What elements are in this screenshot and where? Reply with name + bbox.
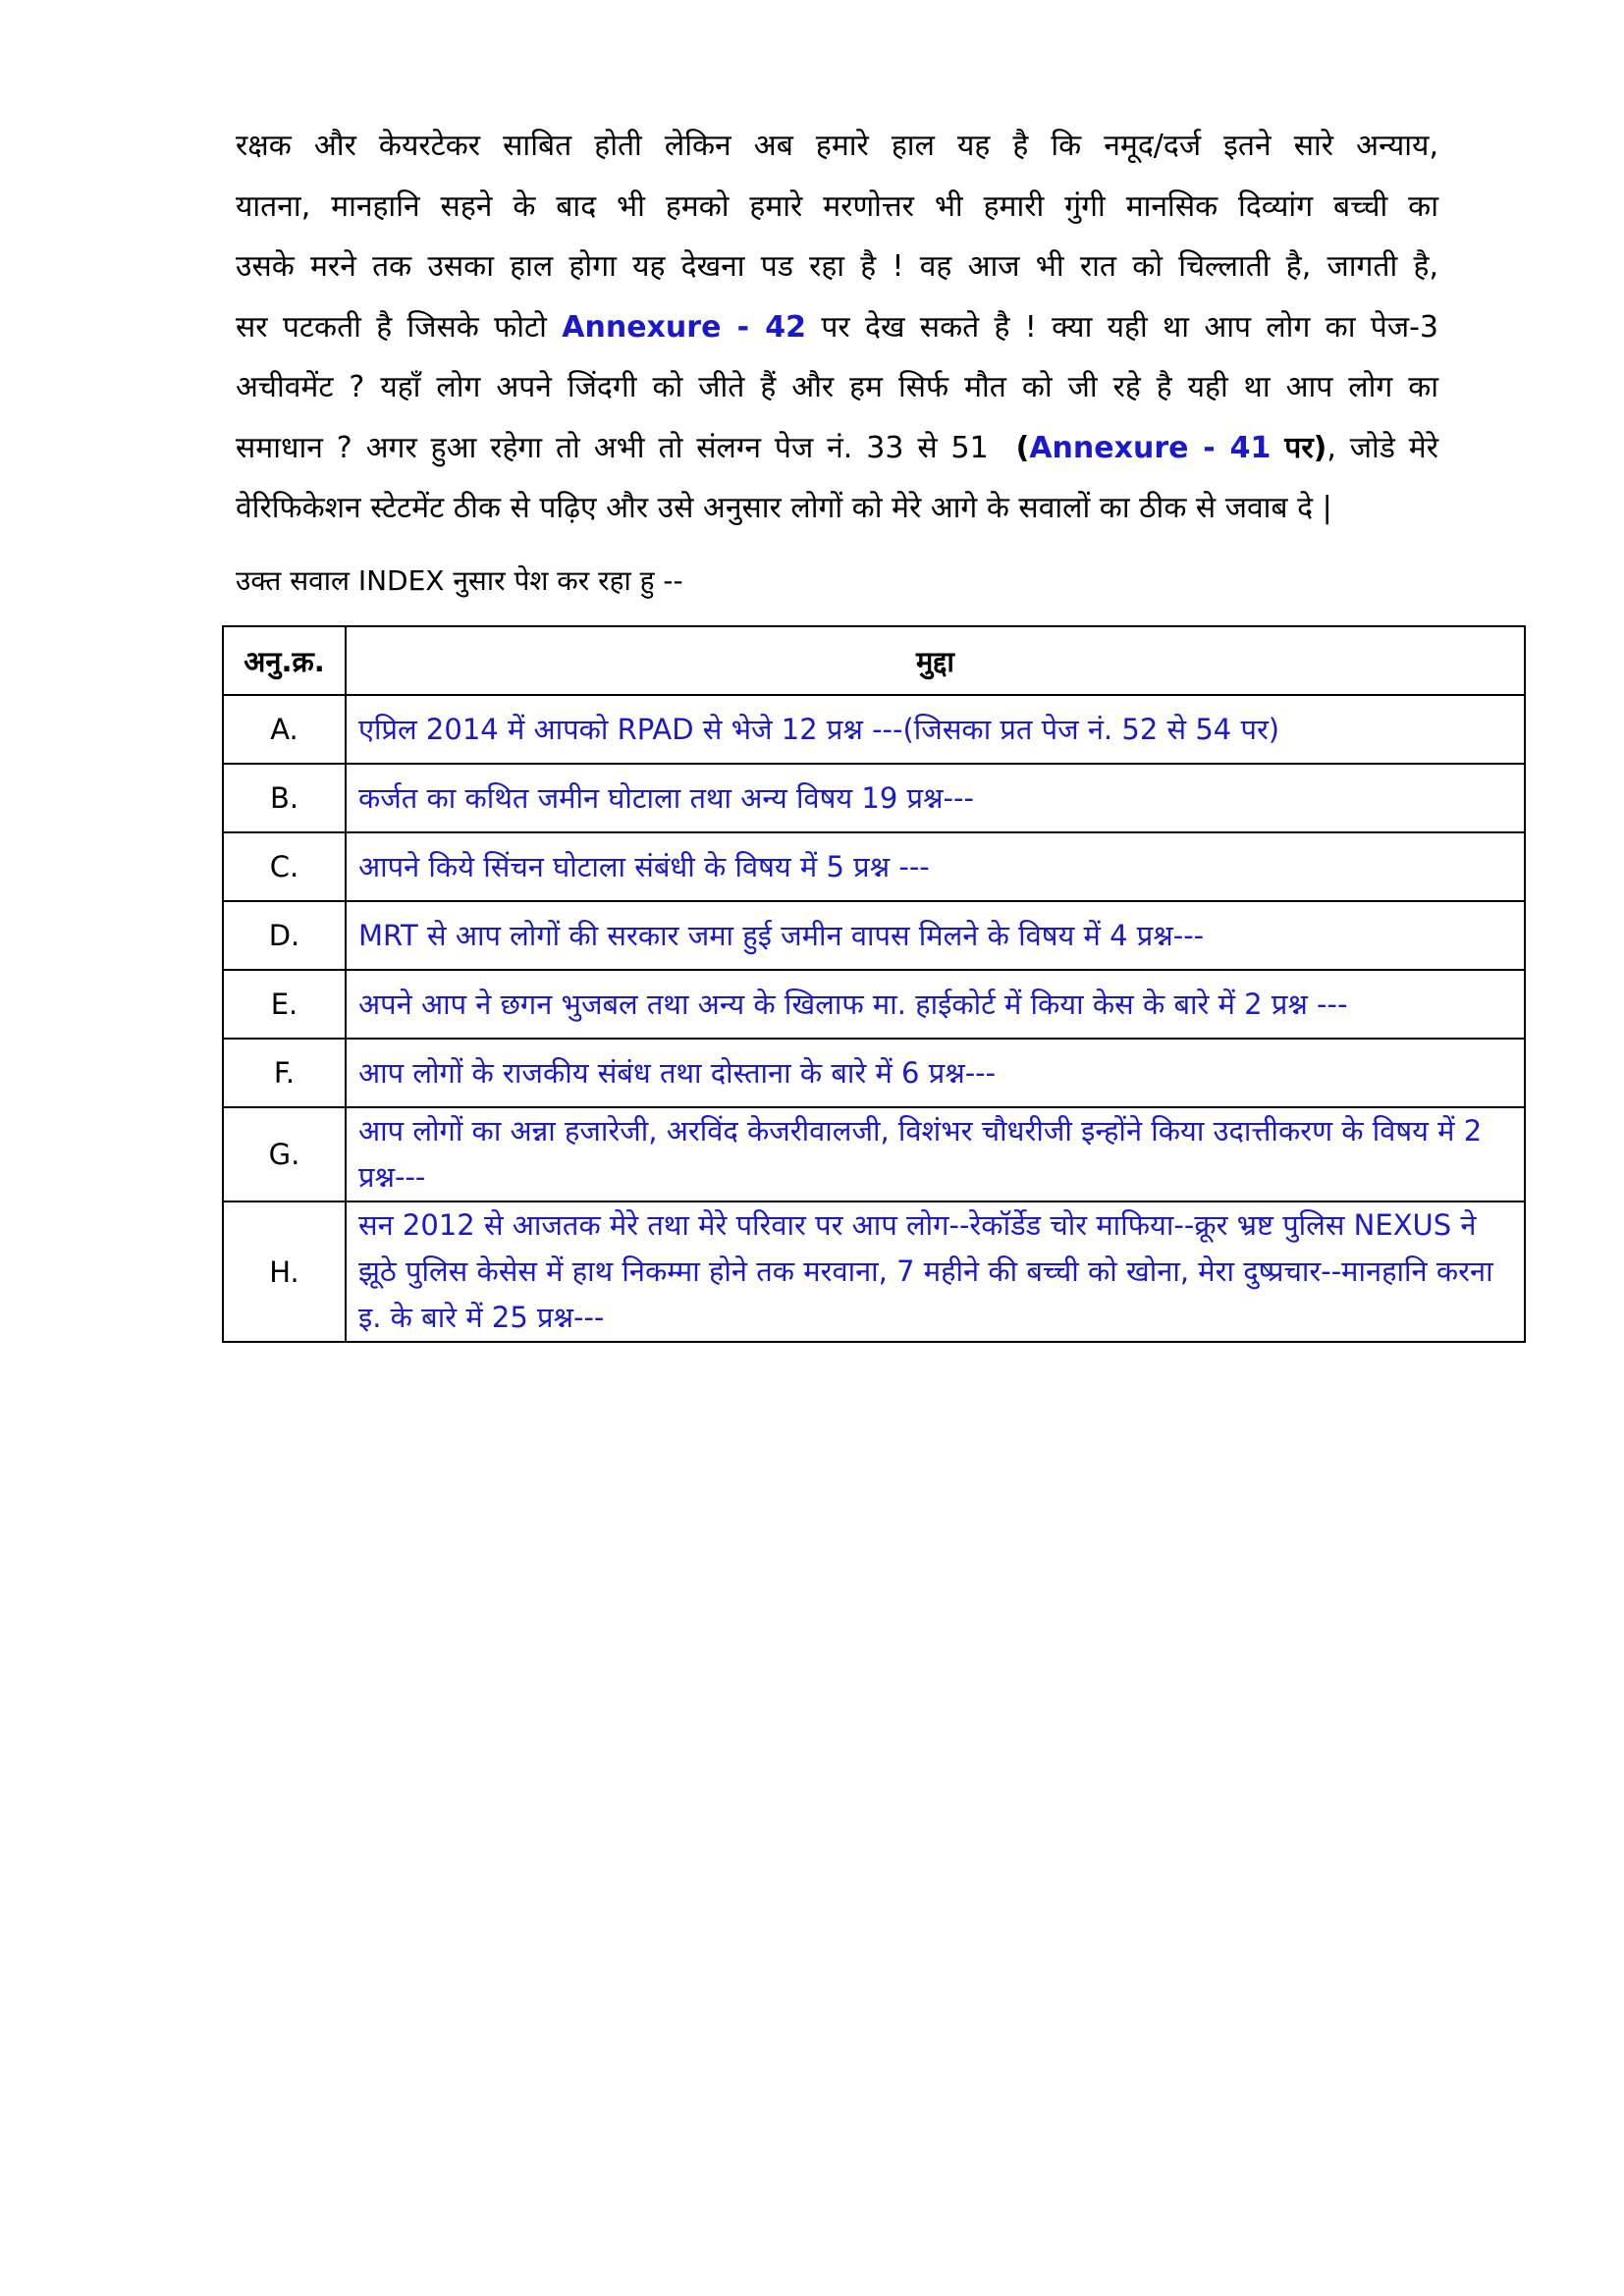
table-row <box>223 970 1525 1039</box>
table-row <box>223 1107 1525 1201</box>
index-intro: उक्त सवाल INDEX नुसार पेश कर रहा हु -- <box>236 564 683 597</box>
row-text: आप लोगों के राजकीय संबंध तथा दोस्ताना के बारे में 6 प्रश्न--- <box>346 1039 1525 1107</box>
table-row <box>223 695 1525 764</box>
paragraph-line-1: रक्षक और केयरटेकर साबित होती लेकिन अब हमारे हाल यह है कि नमूद/दर्ज इतने सारे अन्याय, <box>236 129 1438 163</box>
paragraph-line-2: यातना, मानहानि सहने के बाद भी हमको हमारे मरणोत्तर भी हमारी गुंगी मानसिक दिव्यांग बच्ची का <box>236 188 1438 224</box>
row-number: E. <box>223 970 346 1039</box>
row-text: एप्रिल 2014 में आपको RPAD से भेजे 12 प्रश्न ---(जिसका प्रत पेज नं. 52 से 54 पर) <box>346 695 1525 764</box>
paragraph-line-4-end: पर देख सकते है ! क्या यही था आप लोग का पेज-3 <box>821 309 1438 345</box>
header-issue: मुद्दा <box>346 626 1525 695</box>
row-text: सन 2012 से आजतक मेरे तथा मेरे परिवार पर आप लोग--रेकॉर्डेड चोर माफिया--क्रूर भ्रष्ट पुलिस NEXUS ने झूठे पुलिस केसेस में हाथ निकम्मा होने तक मरवाना, 7 महीने की बच्ची को खोना, मेरा दुष्प्रचार--मानहानि करना इ. के बारे में 25 प्रश्न--- <box>346 1201 1525 1342</box>
header-serial: अनु.क्र. <box>223 626 346 695</box>
paragraph-line-4-start: सर पटकती है जिसके फोटो <box>236 309 547 345</box>
paragraph-line-5: अचीवमेंट ? यहाँ लोग अपने जिंदगी को जीते हैं और हम सिर्फ मौत को जी रहे है यही था आप लोग का <box>236 370 1438 404</box>
table-row <box>223 832 1525 901</box>
paragraph-line-7: वेरिफिकेशन स्टेटमेंट ठीक से पढ़िए और उसे अनुसार लोगों को मेरे आगे के सवालों का ठीक से जवाब दे | <box>236 491 1332 525</box>
row-number: B. <box>223 764 346 832</box>
annexure-41-ref: Annexure - 41 <box>1029 430 1272 465</box>
paragraph-line-6 <box>236 418 1438 479</box>
annexure-41-suffix: पर) <box>1284 430 1327 465</box>
paragraph-line-3: उसके मरने तक उसका हाल होगा यह देखना पड रहा है ! वह आज भी रात को चिल्लाती है, जागती है, <box>236 249 1438 284</box>
paragraph-line-6-end: , जोडे मेरे <box>1326 430 1439 465</box>
row-text: अपने आप ने छगन भुजबल तथा अन्य के खिलाफ मा. हाईकोर्ट में किया केस के बारे में 2 प्रश्न --- <box>346 970 1525 1039</box>
row-text: कर्जत का कथित जमीन घोटाला तथा अन्य विषय 19 प्रश्न--- <box>346 764 1525 832</box>
table-header-row <box>223 626 1525 695</box>
paren-open: ( <box>1015 430 1030 465</box>
table-row <box>223 1201 1525 1342</box>
row-number: G. <box>223 1107 346 1201</box>
annexure-42-ref: Annexure - 42 <box>562 309 807 345</box>
row-text: आप लोगों का अन्ना हजारेजी, अरविंद केजरीवालजी, विशंभर चौधरीजी इन्होंने किया उदात्तीकरण के विषय में 2 प्रश्न--- <box>346 1107 1525 1201</box>
paragraph-line-4 <box>236 297 1438 358</box>
table-row <box>223 1039 1525 1107</box>
paragraph-line-6-start: समाधान ? अगर हुआ रहेगा तो अभी तो संलग्न पेज नं. 33 से 51 <box>236 430 989 465</box>
index-table <box>222 625 1526 1343</box>
row-text: आपने किये सिंचन घोटाला संबंधी के विषय में 5 प्रश्न --- <box>346 832 1525 901</box>
table-row <box>223 901 1525 970</box>
row-text: MRT से आप लोगों की सरकार जमा हुई जमीन वापस मिलने के विषय में 4 प्रश्न--- <box>346 901 1525 970</box>
row-number: F. <box>223 1039 346 1107</box>
row-number: A. <box>223 695 346 764</box>
row-number: H. <box>223 1201 346 1342</box>
row-number: C. <box>223 832 346 901</box>
body-paragraph <box>236 116 1438 539</box>
table-row <box>223 764 1525 832</box>
row-number: D. <box>223 901 346 970</box>
